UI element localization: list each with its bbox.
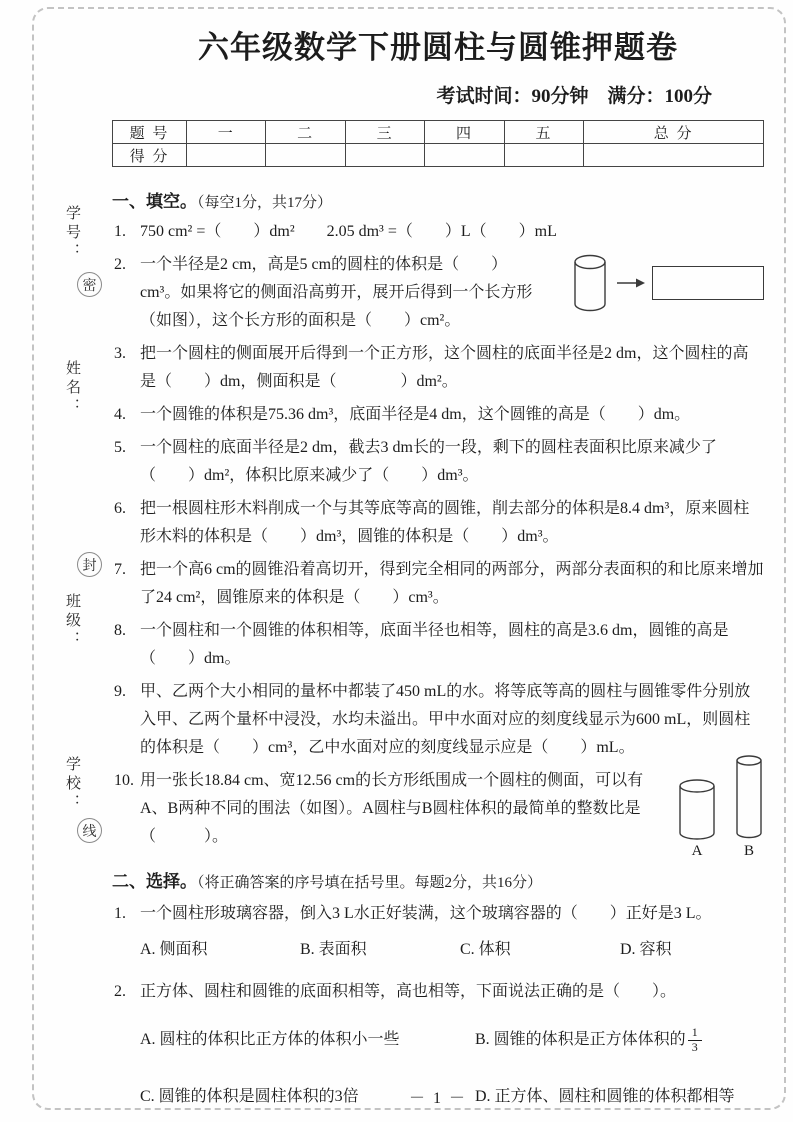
fill-question-9: 9. 甲、乙两个大小相同的量杯中都装了450 mL的水。将等底等高的圆柱与圆锥零件分别放入甲、乙两个量杯中浸没，水均未溢出。甲中水面对应的刻度线显示为600 mL，则圆柱的体积是（ ）cm³，乙中水面对应的刻度线显示应是（ ）mL。 bbox=[114, 683, 751, 756]
fill-question-1: 1. 750 cm² =（ ）dm² 2.05 dm³ =（ ）L（ ）mL bbox=[114, 223, 557, 240]
score-header-cell: 一 bbox=[187, 121, 266, 144]
option-b: B. 圆锥的体积是正方体体积的 $\frac{1}{3}$ bbox=[475, 1026, 764, 1055]
option-c: C. 体积 bbox=[460, 941, 511, 958]
fill-question-6: 6. 把一根圆柱形木料削成一个与其等底等高的圆锥，削去部分的体积是8.4 dm³，原来圆柱形木料的体积是（ ）dm³，圆锥的体积是（ ）dm³。 bbox=[114, 500, 750, 545]
option-a: A. 圆柱的体积比正方体的体积小一些 bbox=[140, 1031, 400, 1048]
score-table bbox=[112, 120, 764, 167]
fill-question-4: 4. 一个圆锥的体积是75.36 dm³，底面半径是4 dm，这个圆锥的高是（ ）dm。 bbox=[114, 406, 691, 423]
exam-info: 考试时间：90分钟 满分：100分 bbox=[436, 86, 712, 107]
cylinder-figure bbox=[570, 254, 610, 312]
cylinder-a-figure bbox=[676, 779, 718, 841]
section-1-title: 一、填空。 bbox=[112, 192, 197, 211]
score-empty-cell bbox=[504, 144, 583, 167]
figure-two-cylinders bbox=[652, 767, 764, 859]
cylinder-a-label: A bbox=[691, 843, 703, 859]
cylinder-b-label: B bbox=[743, 843, 754, 859]
seal-student-id-label: 学号： bbox=[64, 205, 80, 262]
score-empty-cell bbox=[187, 144, 266, 167]
cylinder-b-figure bbox=[734, 755, 764, 841]
score-empty-cell bbox=[266, 144, 345, 167]
choice-question-1-options bbox=[112, 936, 764, 964]
section-1-note: （每空1分，共17分） bbox=[197, 195, 333, 211]
score-header-cell: 四 bbox=[425, 121, 504, 144]
seal-class-label: 班级： bbox=[64, 593, 80, 650]
fill-questions bbox=[112, 218, 764, 859]
seal-school-label: 学校： bbox=[64, 756, 80, 813]
section-2-title: 二、选择。 bbox=[112, 872, 197, 891]
choice-question-2: 2. 正方体、圆柱和圆锥的底面积相等，高也相等，下面说法正确的是（ ）。 bbox=[114, 983, 677, 1000]
score-header-cell: 题 号 bbox=[113, 121, 187, 144]
option-c: C. 圆锥的体积是圆柱体积的3倍 bbox=[140, 1087, 359, 1105]
score-label-cell: 得 分 bbox=[113, 144, 187, 167]
score-empty-cell bbox=[425, 144, 504, 167]
option-d: D. 正方体、圆柱和圆锥的体积都相等 bbox=[475, 1087, 735, 1105]
section-2-heading bbox=[112, 867, 764, 892]
page-number: － 1 － bbox=[408, 1090, 467, 1107]
fill-question-5: 5. 一个圆柱的底面半径是2 dm，截去3 dm长的一段，剩下的圆柱表面积比原来减少了（ ）dm²，体积比原来减少了（ ）dm³。 bbox=[114, 439, 717, 484]
score-empty-cell bbox=[584, 144, 764, 167]
fill-question-10: 10. A B 用一张长18.84 cm、宽12.56 cm的长方形纸围成一个圆柱的侧面，可以有A、B两种不同的围法（如图）。A圆柱与B圆柱体积的最简单的整数比是（ ）。 bbox=[112, 767, 764, 851]
seal-char-xian: 线 bbox=[77, 818, 102, 843]
fill-question-3: 3. 把一个圆柱的侧面展开后得到一个正方形，这个圆柱的底面半径是2 dm，这个圆柱的高是（ ）dm，侧面积是（ ）dm²。 bbox=[114, 345, 749, 390]
fill-question-7: 7. 把一个高6 cm的圆锥沿着高切开，得到完全相同的两部分，两部分表面积的和比原来增加了24 cm²，圆锥原来的体积是（ ）cm³。 bbox=[114, 561, 764, 606]
fill-question-8: 8. 一个圆柱和一个圆锥的体积相等，底面半径也相等，圆柱的高是3.6 dm，圆锥的高是（ ）dm。 bbox=[114, 622, 729, 667]
score-table-header-row bbox=[113, 121, 764, 144]
option-b: B. 表面积 bbox=[300, 941, 367, 958]
seal-char-feng: 封 bbox=[77, 552, 102, 577]
score-header-cell: 总 分 bbox=[584, 121, 764, 144]
fill-question-2: 2. 一个半径是2 cm，高是5 cm的圆柱的体积是（ ）cm³。如果将它的侧面沿高剪开，展开后得到一个长方形（如图），这个长方形的面积是（ ）cm²。 bbox=[112, 251, 764, 335]
rectangle-figure bbox=[652, 266, 764, 300]
option-d: D. 容积 bbox=[620, 941, 672, 958]
section-1-heading bbox=[112, 187, 764, 212]
score-empty-cell bbox=[345, 144, 424, 167]
score-header-cell: 二 bbox=[266, 121, 345, 144]
cylinder-a-wrap bbox=[676, 779, 718, 859]
seal-char-mi: 密 bbox=[77, 272, 102, 297]
main-content bbox=[112, 22, 764, 1111]
section-2-note: （将正确答案的序号填在括号里。每题2分，共16分） bbox=[197, 875, 543, 891]
score-header-cell: 三 bbox=[345, 121, 424, 144]
page-title: 六年级数学下册圆柱与圆锥押题卷 bbox=[198, 30, 678, 65]
cylinder-b-wrap bbox=[734, 755, 764, 859]
seal-name-label: 姓名： bbox=[64, 360, 80, 417]
choice-question-1: 1. 一个圆柱形玻璃容器，倒入3 L水正好装满，这个玻璃容器的（ ）正好是3 L。 bbox=[114, 905, 712, 922]
score-header-cell: 五 bbox=[504, 121, 583, 144]
figure-cylinder-unroll bbox=[544, 253, 764, 313]
option-a: A. 侧面积 bbox=[140, 941, 208, 958]
score-table-score-row bbox=[113, 144, 764, 167]
fraction-one-third: $\frac{1}{3}$ bbox=[688, 1026, 702, 1055]
arrow-right-icon bbox=[617, 277, 645, 289]
choice-questions bbox=[112, 900, 764, 1111]
